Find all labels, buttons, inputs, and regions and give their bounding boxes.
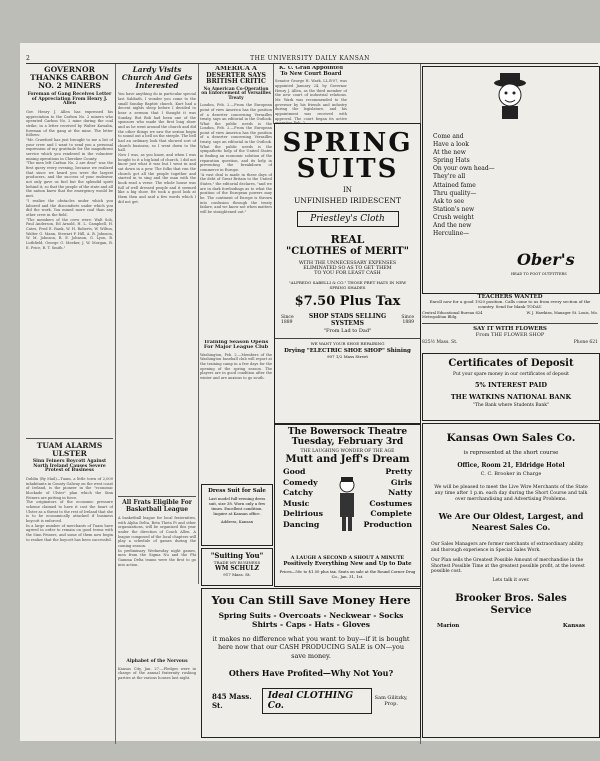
column-4 (275, 66, 347, 126)
ad-suiting-you: "Suiting You" TRADE MY BUSINESS WM SCHULZ 917 Mass. St. (201, 548, 273, 586)
ad-spring-suits: SPRING SUITS IN UNFINISHED IRIDESCENT Priestley's Cloth REAL "CLOTHES of MERIT" WITH THE UNNECESSARY EXPENSES ELIMINATED SO AS TO GET THEM TO YOU FOR LEAST CASH "ALFREDO SABELLI & CO." THOSE PRET HATS IN NEW SPRING SHADES $7.50 Plus Tax Since 1889 SHOP STADS SELLING SYSTEMS Since 1889 "From Lad to Dad" WE WANT YOUR SHOE REPAIRING Drying "ELECTRIC SHOE SHOP" Shining 907 1/2 Mass Street (274, 123, 421, 425)
ad-save-money: You Can Still Save Money Here Spring Suits - Overcoats - Neckwear - Socks Shirts - Caps - Hats - Gloves it makes no difference what you want to buy—if it is bought here now that our CASH PRODUCING SALE is ON—you save money. Others Have Profited—Why Not You? 845 Mass. St. Ideal CLOTHING Co. Sam Gilitzky, Prop. (201, 588, 421, 738)
subhead-governor: Foreman of Gang Receives Letter of Appreciation From Henry J. Allen (27, 91, 112, 107)
ad-teachers: TEACHERS WANTED Enroll now for a good 1920 position. Calls come to us from every section of the country. Send for blank TODAY. Central Educational Bureau 624 Metropolitan Bldg. W. J. Hawkins, Manager St. Louis, Mo. (422, 294, 598, 319)
masthead (20, 55, 600, 62)
article-america: London, Feb. 2.—From the European point of view America has the position of a deserter concerning Versailles treaty, says an editorial in the Outlook. What the public needs is the (200, 103, 272, 126)
headline-tuam: TUAM ALARMS ULSTER (26, 438, 113, 458)
column-2 (118, 66, 196, 741)
ad-certificates: Certificates of Deposit Put your spare money in our certificates of deposit 5% INTEREST PAID THE WATKINS NATIONAL BANK "The Bank where Students Bank" (422, 353, 600, 421)
column-3 (200, 66, 272, 126)
column-3-text: London, Feb. 2.—From the European point of view America has the position of a deserter concerning Versailles treaty, says an editorial in the Outlook. What the public needs is the sympathetic help of the United States in finding an economic solution of the reparation question, and its help in preventing the breakdown of commerce in Europe. "A vast deal is made in these days of the debt of Great Britain to the United States," the editorial declares, "and we are in dark forebodings as to what the position of the European powers may be. The continent of Europe is thrown into confusion through the treaty failure, and we know not when matters will be straightened out." (200, 126, 272, 215)
iridescent: UNFINISHED IRIDESCENT (293, 196, 402, 206)
newspaper-title: THE UNIVERSITY DAILY KANSAN (250, 55, 370, 62)
article-frats: A basketball league for local fraternities, with Alpha Delta, Beta Theta Pi and other organizations, will be organized this year under the direction of Coach Allen. A league composed of the local chapters will play a schedule of games during the coming season. In preliminary Wednesday night games, men from the Sigma Nu and the Phi Gamma Delta teams were the first to go into action. (118, 515, 196, 567)
headline-training: Training Season Opens For Major League Club (203, 340, 269, 351)
ad-dress-suit: Dress Suit for Sale Last model full-evening dress suit, size 38. Worn only a few times. Excellent condition. Inquire at Kansan office. Address, Kansan (201, 484, 273, 546)
ad-kansas-own: Kansas Own Sales Co. is represented at the short course Office, Room 21, Eldridge Hotel C. C. Brooker in Charge We will be pleased to meet the Live Wire Merchants of the State any time after 1 p.m. each day during the Short Course and talk over merchandising and Advertising Problems. We Are Our Oldest, Largest, and Nearest Sales Co. Our Sales Managers are former merchants of extraordinary ability and thorough experience in Special Sales Work. Our Plan sells the Greatest Possible Amount of merchandise in the Shortest Possible Time at the greatest possible profit, at the lowest possible cost. Lets talk it over. Brooker Bros. Sales Service Marion Kansas (422, 423, 600, 738)
column-3-lower (200, 340, 272, 420)
price-line: $7.50 Plus Tax (294, 294, 401, 310)
ad-obers: Come and Have a look At the new Spring Hats On your own head— They're all Attained fame Thru quality— Ask to see Station's new Crush weight And the new Herculine— Ober's HEAD TO FOOT OUTFITTERS (422, 66, 600, 294)
mutt-and-jeff-illustration (330, 475, 364, 535)
ad-flowers: SAY IT WITH FLOWERS From THE FLOWER SHOP 825½ Mass. St. Phone 621 (422, 323, 598, 352)
article-training: Washington, Feb. 2.—Members of the Washington baseball club will report at the training camp in a few days for the opening of the spring season. The players are in good condition after the winter and are anxious to go south. (200, 352, 272, 380)
subhead-tuam: Sinn Feiners Boycott Against North Ireland Causes Severe Protest of Business (32, 458, 107, 474)
shop-stads-logo: SHOP STADS SELLING SYSTEMS (308, 313, 387, 328)
headline-frats: All Frats Eligible For Basketball League (118, 496, 196, 513)
theatre-name: The Bowersock Theatre (287, 427, 408, 437)
subhead-america: No American Co-Operation on Enforcement of Versailles Treaty (201, 86, 271, 101)
ober-verse: Come and Have a look At the new Spring Hats On your own head— They're all Attained fame Thru quality— Ask to see Station's new Crush weight And the new Herculine— (433, 133, 495, 238)
hat-man-illustration (485, 71, 535, 121)
article-tuam: Dublin (By Mail)—Tuam, a little town of 2,000 inhabitants in County Galway on the west coast of Ireland, is the pioneer in the "economic blockade of Ulster" plan which the Sinn Feiners are putting in force. The originators of the economic pressure scheme claimed to have it cost the heart of Ulster as a threat to the rest of Ireland that she is to be economically attacked if business boycott is enforced. In a large number of merchants of Tuam have agreed in order to remain on good terms with the Sinn Feiners, and some of them now begin to realize that the boycott has been successful. (26, 476, 113, 542)
headline-ku-grad: K. U. Grad Appointed To New Court Board (279, 66, 343, 77)
article-alphabet: Kansas City, Jan. 27.—Pledges were in charge of the annual fraternity rushing parties at the various houses last night. (118, 666, 196, 680)
priestley-logo: Priestley's Cloth (297, 211, 399, 227)
headline-governor: GOVERNOR THANKS CARBON NO. 2 MINERS (30, 66, 109, 90)
headline-lardy: Lardy Visits Church And Gets Interested (121, 66, 193, 90)
obers-logo: Ober's (517, 250, 575, 269)
article-ku-grad: Senator George H. Wark, LL.B'07, was appointed January 24, by Governor Henry J. Allen, as the third member of the new court of industrial relations. Mr. Wark was recommended to the governor by his friends and industry during the legislature, and his appointment was received with approval. The court began its active (275, 79, 347, 121)
ideal-clothing-logo: Ideal CLOTHING Co. (262, 688, 373, 714)
page-number: 2 (26, 55, 31, 62)
show-title: Mutt and Jeff's Dream (285, 454, 410, 465)
headline-america: AMERICA A DESERTER SAYS BRITISH CRITIC (206, 66, 266, 86)
column-1 (26, 66, 113, 741)
ad-bowersock: The Bowersock Theatre Tuesday, February 3rd THE LAUGHING WONDER OF THE AGE Mutt and Jeff's Dream Good Comedy Catchy Music Delirious Dancing Pretty Girls Natty Costumes Complete Production A LAUGH A SECOND A SHOUT A MINUTE Positively Everything New and Up to Date Prices—50c to $1.50 plus tax. Seats on sale at the Round Corner Drug Co., Jan. 31, 1st. (274, 423, 421, 587)
suits-title: SUITS (296, 154, 399, 184)
spring-title: SPRING (282, 128, 413, 158)
headline-alphabet: Alphabet of the Nervous (126, 658, 188, 664)
article-governor: Gov. Henry J. Allen has expressed his appreciation to the Carbon No. 2 miners who operated Carbon No. 2 mine during the coal strike, in a letter received by Walter Kawaba, foreman of the gang at the mine. The letter follows: "Mr. Crawford has just brought to me a list of your crew and I want to send you a personal expression of my gratitude for the magnificent service which you rendered in the volunteer mining operations in Cherokee County. "The men left Carbon No. 2 are dear" was the first query every evening, because we realized that since we heard you were the largest producers, and the success of your endeavor not only gave us fuel but the splendid spirit behind it, so that the people of the state and all the nation knew that the emergency would be met. "I realize the obstacles under which you labored and the discomforts under which you did the work. You mined more coal than any other crew in the field. "The members of the crew were: Walt Soh, Paul Anderson, Ed Arnold, H. L. Campbell, H. Cates, Fred E. Rank, W. H. Roberts, W. Wilton, Walter G. Mann, Stewart P. Hill, A. B. Johnson, W. M. Johnson, R. E. Johnson, G. Lyon, B. Luthfield, George G. Meeker, J. W. Morgan, R. E. Price, R. T. Smith." (26, 110, 113, 250)
article-lardy: You have anything do in particular special last Sabbath, I wonder you come to the small Sunday Baptist church. Kurt had a decent nights sleep before I decided to hear a sermon that I thought it was Sunday. But Bob had been one of the sponsors who made the first long show and as he went around the church and did the other things we saw the sexton begin to sound out a bell on the steeple. The bell had an ordinary look that showed sort of church business, so I went down to the hall. Now I was, as you know, and when I was bought to it a big kind of church, I did not know just what it was but I went in and sat down in a pew. The folks that run the church got all the people together and started in to sing and the man with the book read a verse. The whole house was full of well dressed people and it seemed like a big show. He took a good look at them then and said a few words which I did not get. (118, 92, 196, 204)
